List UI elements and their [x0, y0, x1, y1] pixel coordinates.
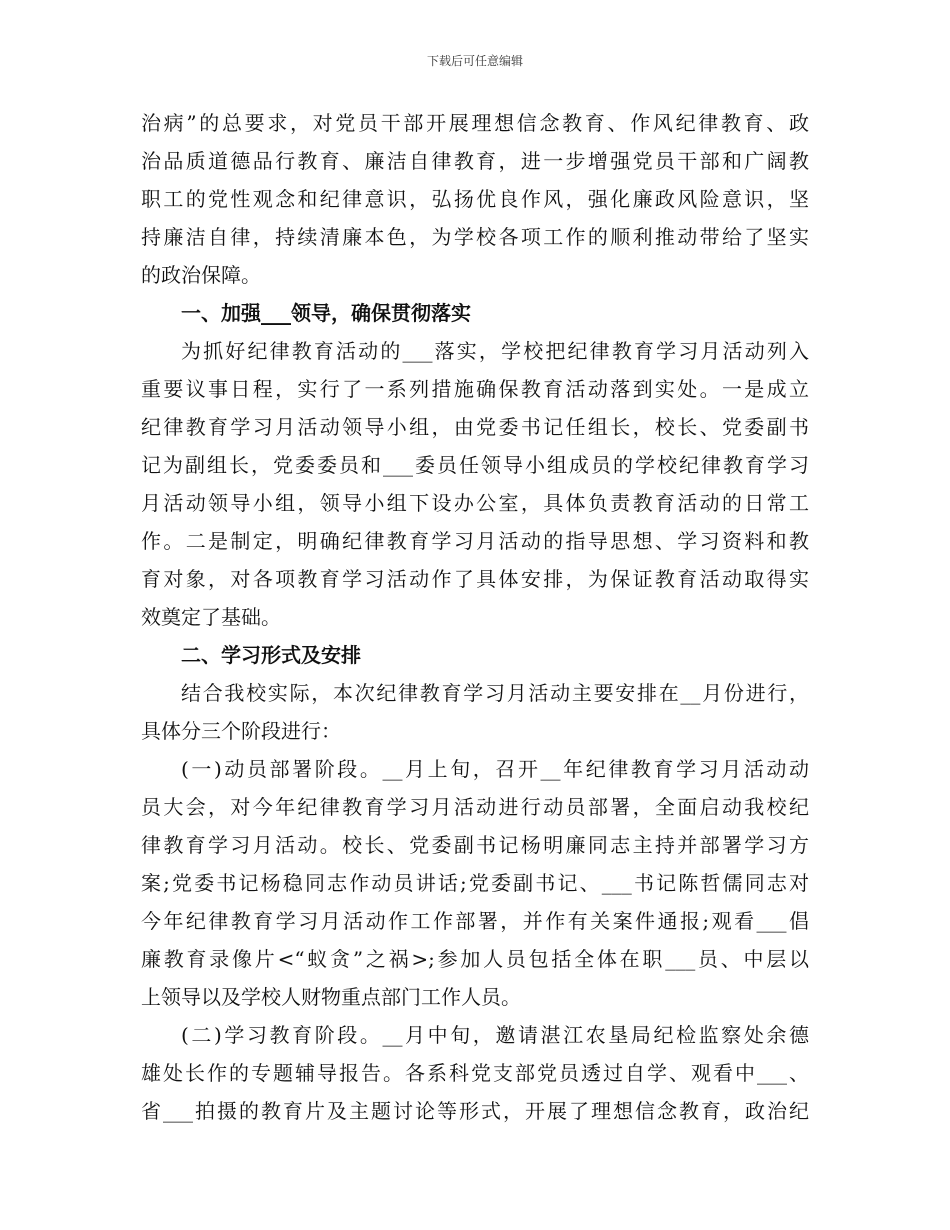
text-line: 员大会，对今年纪律教育学习月活动进行动员部署，全面启动我校纪 [141, 795, 809, 819]
text-line: 案;党委书记杨稳同志作动员讲话;党委副书记、___书记陈哲儒同志对 [141, 871, 809, 895]
text-line: 上领导以及学校人财物重点部门工作人员。 [141, 985, 521, 1009]
section-2-intro-paragraph [141, 674, 809, 750]
text-line: 为抓好纪律教育活动的___落实，学校把纪律教育学习月活动列入 [181, 339, 809, 363]
text-line: 记为副组长，党委委员和___委员任领导小组成员的学校纪律教育学习 [141, 453, 809, 477]
section-1-paragraph [141, 332, 809, 636]
text-line: 作。二是制定，明确纪律教育学习月活动的指导思想、学习资料和教 [141, 529, 809, 553]
text-line: 持廉洁自律，持续清廉本色，为学校各项工作的顺利推动带给了坚实 [141, 225, 809, 249]
page-header: 下载后可任意编辑 [426, 54, 523, 68]
text-line: 月活动领导小组，领导小组下设办公室，具体负责教育活动的日常工 [141, 491, 809, 515]
text-line: 具体分三个阶段进行： [141, 719, 341, 743]
text-line: 育对象，对各项教育学习活动作了具体安排，为保证教育活动取得实 [141, 567, 809, 591]
text-line: 省___拍摄的教育片及主题讨论等形式，开展了理想信念教育，政治纪 [141, 1099, 809, 1123]
section-heading-2: 二、学习形式及安排 [181, 643, 361, 667]
text-line: (二)学习教育阶段。__月中旬，邀请湛江农垦局纪检监察处余德 [181, 1023, 809, 1047]
text-line: (一)动员部署阶段。__月上旬，召开__年纪律教育学习月活动动 [181, 757, 809, 781]
text-line: 效奠定了基础。 [141, 605, 281, 629]
text-line: 廉教育录像片<“蚁贪”之祸>;参加人员包括全体在职___员、中层以 [141, 947, 809, 971]
text-line: 重要议事日程，实行了一系列措施确保教育活动落到实处。一是成立 [141, 377, 809, 401]
text-line: 今年纪律教育学习月活动作工作部署，并作有关案件通报;观看___倡 [141, 909, 809, 933]
text-line: 的政治保障。 [141, 263, 261, 287]
section-heading-1: 一、加强___领导，确保贯彻落实 [181, 301, 471, 325]
text-line: 律教育学习月活动。校长、党委副书记杨明廉同志主持并部署学习方 [141, 833, 809, 857]
intro-paragraph [141, 104, 809, 294]
stage-1-paragraph [141, 750, 809, 1016]
text-line: 治品质道德品行教育、廉洁自律教育，进一步增强党员干部和广阔教 [141, 149, 809, 173]
text-line: 雄处长作的专题辅导报告。各系科党支部党员透过自学、观看中___、 [141, 1061, 809, 1085]
text-line: 结合我校实际，本次纪律教育学习月活动主要安排在__月份进行， [181, 681, 809, 705]
text-line: 纪律教育学习月活动领导小组，由党委书记任组长，校长、党委副书 [141, 415, 809, 439]
text-line: 职工的党性观念和纪律意识，弘扬优良作风，强化廉政风险意识，坚 [141, 187, 809, 211]
document-body [141, 104, 809, 1130]
stage-2-paragraph [141, 1016, 809, 1130]
text-line: 治病”的总要求，对党员干部开展理想信念教育、作风纪律教育、政 [141, 111, 809, 135]
